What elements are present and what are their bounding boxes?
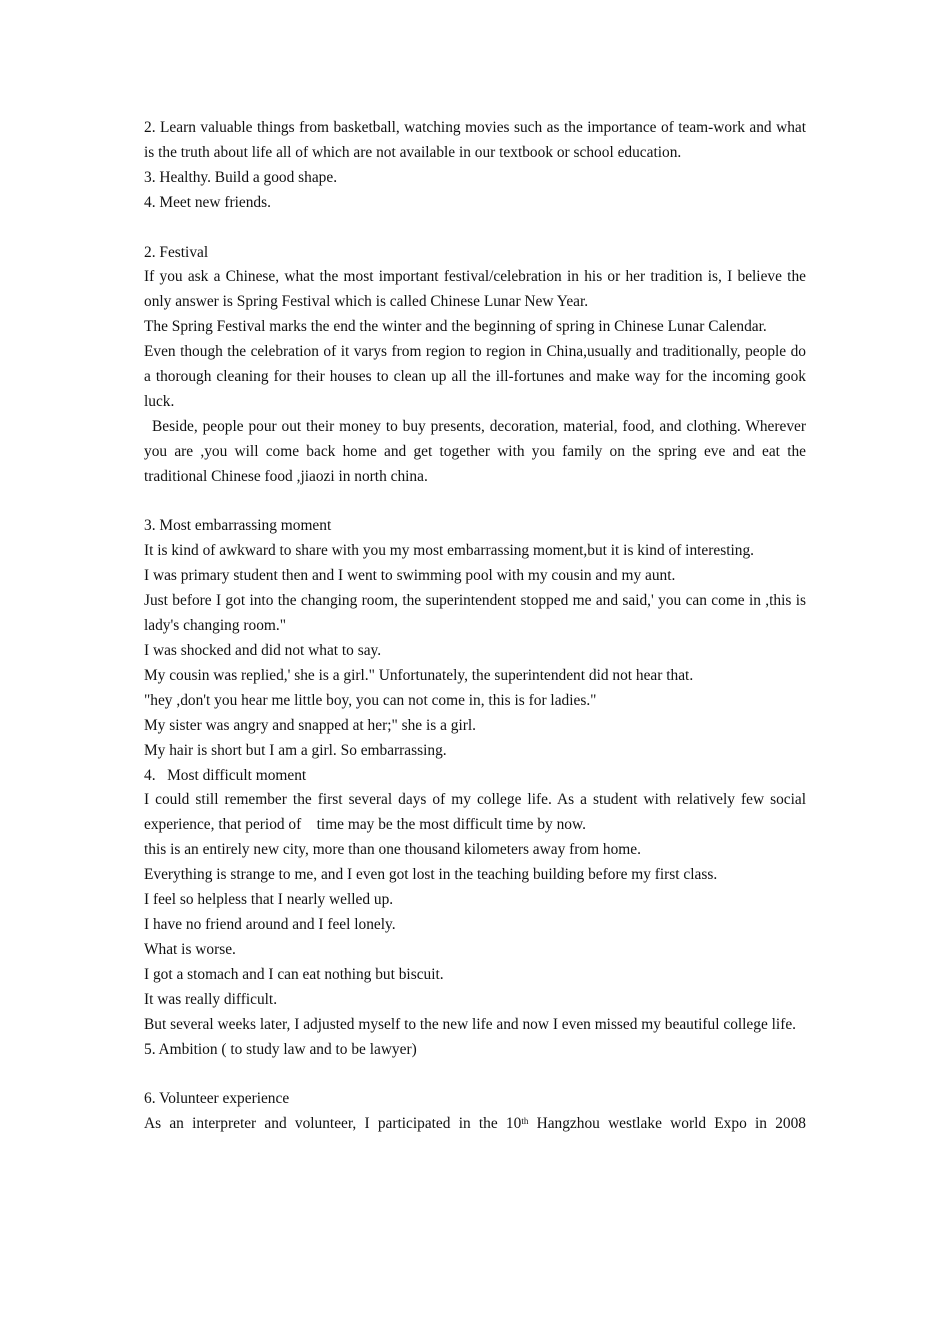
embarrassing-paragraph-3: Just before I got into the changing room, the superintendent stopped me and said,' you can come in ,this is lady's changing room." (144, 592, 806, 635)
embarrassing-paragraph-5: My cousin was replied,' she is a girl." Unfortunately, the superintendent did not hear that. (144, 666, 694, 684)
difficult-paragraph-2: this is an entirely new city, more than one thousand kilometers away from home. (144, 841, 641, 859)
spacer (144, 1062, 806, 1087)
embarrassing-paragraph-2: I was primary student then and I went to swimming pool with my cousin and my aunt. (144, 567, 676, 585)
volunteer-heading: 6. Volunteer experience (144, 1090, 290, 1108)
benefit-item-4: 4. Meet new friends. (144, 193, 271, 211)
ordinal-suffix: th (521, 1116, 529, 1127)
difficult-paragraph-5: I have no friend around and I feel lonely. (144, 915, 396, 933)
embarrassing-paragraph-6: "hey ,don't you hear me little boy, you can not come in, this is for ladies." (144, 691, 597, 709)
difficult-paragraph-1: I could still remember the first several days of my college life. As a student with relatively few social experience, that period of time may be the most difficult time by now. (144, 791, 810, 834)
embarrassing-heading: 3. Most embarrassing moment (144, 517, 332, 535)
ambition-heading: 5. Ambition ( to study law and to be lawyer) (144, 1040, 417, 1058)
difficult-paragraph-8: It was really difficult. (144, 990, 278, 1008)
difficult-paragraph-6: What is worse. (144, 940, 236, 958)
benefit-item-3: 3. Healthy. Build a good shape. (144, 168, 338, 186)
spacer (144, 490, 806, 515)
volunteer-paragraph-1 (144, 1112, 806, 1137)
difficult-paragraph-3: Everything is strange to me, and I even got lost in the teaching building before my first class. (144, 866, 718, 884)
difficult-paragraph-9: But several weeks later, I adjusted myself to the new life and now I even missed my beautiful college life. (144, 1015, 796, 1033)
embarrassing-paragraph-8: My hair is short but I am a girl. So embarrassing. (144, 741, 447, 759)
festival-paragraph-1: If you ask a Chinese, what the most important festival/celebration in his or her tradition is, I believe the only answer is Spring Festival which is called Chinese Lunar New Year. (144, 268, 806, 311)
volunteer-text-after: Hangzhou westlake world Expo in 2008 (528, 1115, 806, 1133)
embarrassing-paragraph-4: I was shocked and did not what to say. (144, 642, 382, 659)
difficult-paragraph-7: I got a stomach and I can eat nothing but biscuit. (144, 965, 444, 983)
festival-paragraph-4: Beside, people pour out their money to buy presents, decoration, material, food, and clothing. Wherever you are ,you will come back home and get together with you family on the spring eve and eat the traditional Chinese food ,jiaozi in north china. (144, 417, 806, 485)
festival-heading: 2. Festival (144, 243, 209, 261)
festival-paragraph-3: Even though the celebration of it varys from region to region in China,usually and traditionally, people do a thorough cleaning for their houses to clean up all the ill-fortunes and make way for the incoming gook luck. (144, 343, 806, 410)
spacer (144, 216, 806, 241)
embarrassing-paragraph-7: My sister was angry and snapped at her;" she is a girl. (144, 716, 476, 734)
volunteer-text-before: As an interpreter and volunteer, I participated in the 10 (144, 1115, 522, 1133)
benefit-item-2: 2. Learn valuable things from basketball, watching movies such as the importance of team-work and what is the truth about life all of which are not available in our textbook or school education. (144, 119, 806, 161)
difficult-heading: 4. Most difficult moment (144, 766, 307, 784)
document-page (144, 116, 810, 1137)
difficult-paragraph-4: I feel so helpless that I nearly welled up. (144, 891, 394, 909)
embarrassing-paragraph-1: It is kind of awkward to share with you my most embarrassing moment,but it is kind of interesting. (144, 542, 754, 560)
festival-paragraph-2: The Spring Festival marks the end the winter and the beginning of spring in Chinese Lunar Calendar. (144, 318, 767, 336)
